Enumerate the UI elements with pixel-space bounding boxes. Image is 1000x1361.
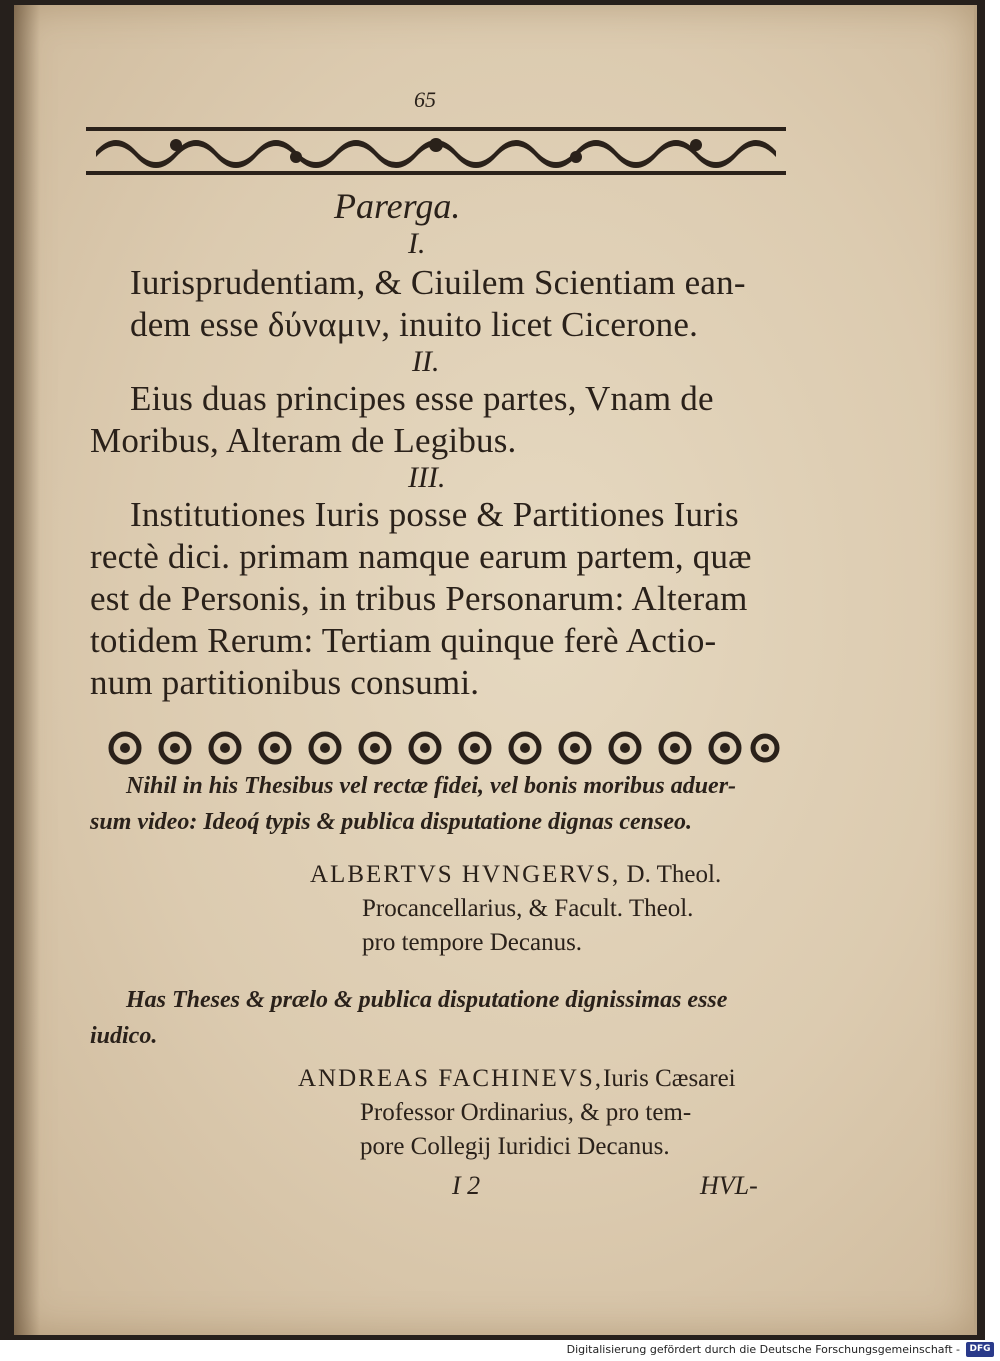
approval-line: Has Theses & prælo & publica disputatione dignissimas esse bbox=[126, 987, 728, 1013]
dfg-logo: DFG bbox=[966, 1342, 994, 1357]
thesis-line: totidem Rerum: Tertiam quinque ferè Actio- bbox=[90, 621, 717, 660]
signatory-line bbox=[310, 861, 721, 889]
thesis-numeral: II. bbox=[412, 345, 440, 378]
page-number: 65 bbox=[414, 87, 436, 112]
signatory-line bbox=[298, 1065, 736, 1093]
digitization-footer bbox=[0, 1340, 1000, 1361]
spine-shadow bbox=[14, 5, 40, 1335]
thesis-numeral: III. bbox=[408, 461, 446, 494]
thesis-line: num partitionibus consumi. bbox=[90, 663, 480, 702]
thesis-line: Iurisprudentiam, & Ciuilem Scientiam ean- bbox=[130, 263, 746, 302]
signatory-name: ANDREAS FACHINEVS, bbox=[298, 1065, 604, 1092]
thesis-numeral: I. bbox=[408, 227, 426, 260]
approval-line: sum video: Ideoq́ typis & publica disputatione dignas censeo. bbox=[90, 809, 693, 835]
signature-mark: I 2 bbox=[452, 1171, 481, 1200]
fleuron-divider bbox=[100, 727, 780, 769]
thesis-line: est de Personis, in tribus Personarum: Alteram bbox=[90, 579, 748, 618]
thesis-line: Moribus, Alteram de Legibus. bbox=[90, 421, 517, 460]
signatory-title: Iuris Cæsarei bbox=[603, 1065, 736, 1092]
section-heading: Parerga. bbox=[334, 186, 461, 226]
thesis-line: dem esse δύναμιν, inuito licet Cicerone. bbox=[130, 305, 699, 344]
thesis-line: Institutiones Iuris posse & Partitiones Iuris bbox=[130, 495, 739, 534]
approval-line: iudico. bbox=[90, 1023, 158, 1049]
signatory-line: pore Collegij Iuridici Decanus. bbox=[360, 1133, 670, 1160]
signatory-line: Procancellarius, & Facult. Theol. bbox=[362, 895, 694, 922]
signatory-name: ALBERTVS HVNGERVS, bbox=[310, 861, 621, 888]
top-ornament-band bbox=[86, 125, 786, 177]
signatory-line: Professor Ordinarius, & pro tem- bbox=[360, 1099, 692, 1126]
thesis-line: rectè dici. primam namque earum partem, quæ bbox=[90, 537, 752, 576]
catchword: HVL- bbox=[700, 1171, 758, 1200]
signatory-title: D. Theol. bbox=[620, 861, 722, 888]
thesis-line: Eius duas principes esse partes, Vnam de bbox=[130, 379, 714, 418]
funding-credit: Digitalisierung gefördert durch die Deutsche Forschungsgemeinschaft - bbox=[566, 1343, 960, 1356]
approval-line: Nihil in his Thesibus vel rectæ fidei, vel bonis moribus aduer- bbox=[126, 773, 737, 799]
signatory-line: pro tempore Decanus. bbox=[362, 929, 583, 956]
book-page bbox=[14, 5, 977, 1335]
